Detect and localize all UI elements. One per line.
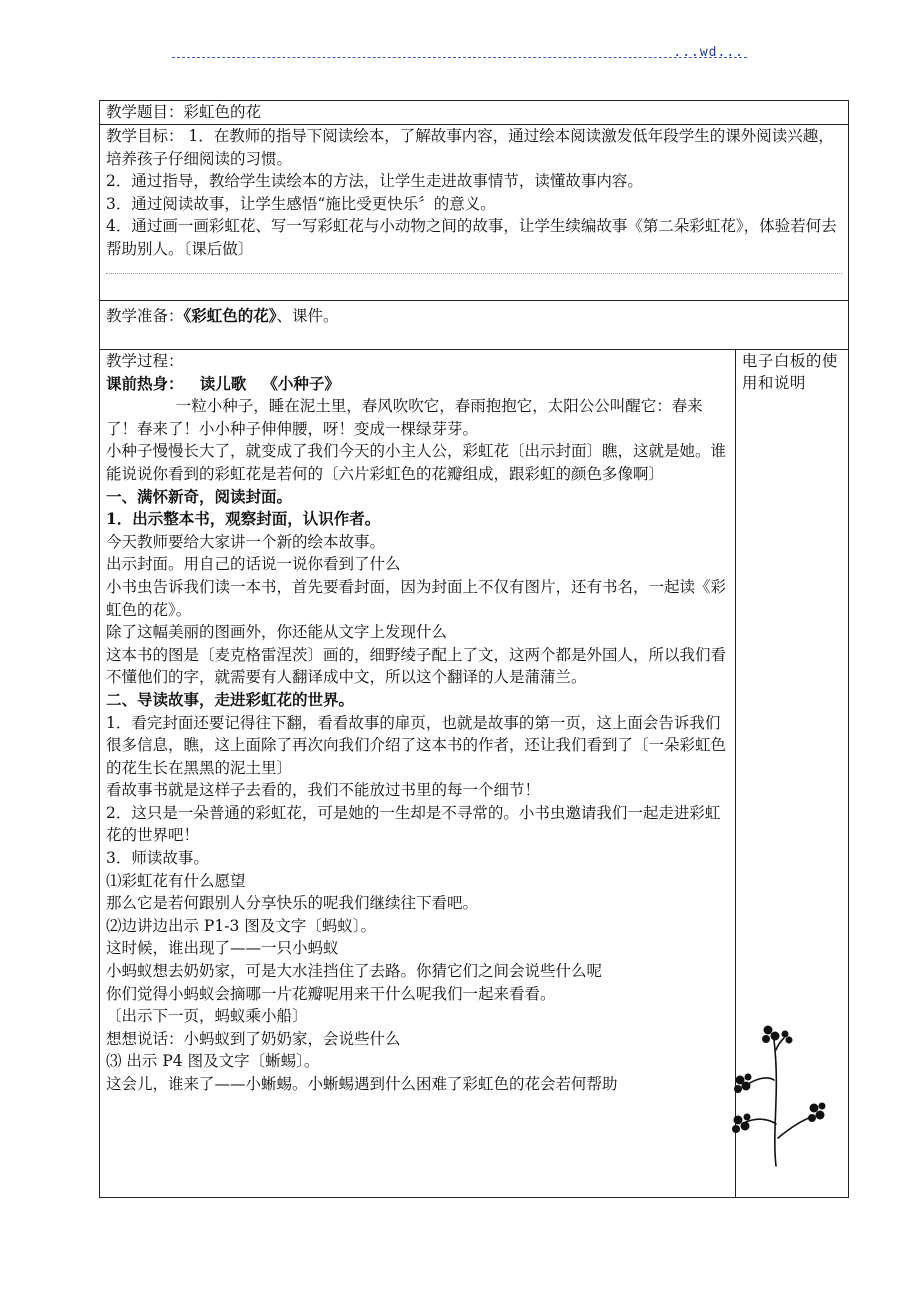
- goals-cell: [100, 125, 849, 301]
- process-line: 这时候，谁出现了——一只小蚂蚁: [106, 939, 339, 958]
- title-row: [100, 101, 849, 125]
- process-line: 想想说话：小蚂蚁到了奶奶家，会说些什么: [106, 1029, 401, 1048]
- warmup-heading: 课前热身： 读儿歌 《小种子》: [106, 373, 340, 393]
- prep-cell: [100, 301, 849, 350]
- process-label: 教学过程：: [106, 352, 184, 370]
- process-line: 除了这幅美丽的图画外，你还能从文字上发现什么: [106, 623, 448, 642]
- goal-item: 2．通过指导，教给学生读绘本的方法，让学生走进故事情节，读懂故事内容。: [106, 172, 643, 191]
- process-line: 你们觉得小蚂蚁会摘哪一片花瓣呢用来干什么呢我们一起来看看。: [106, 984, 556, 1003]
- process-line: 小蚂蚁想去奶奶家，可是大水洼挡住了去路。你猜它们之间会说些什么呢: [106, 962, 603, 981]
- goal-item: 教学目标： 1．在教师的指导下阅读绘本，了解故事内容，通过绘本阅读激发低年段学生的课外阅读兴趣，培养孩子仔细阅读的习惯。: [106, 127, 834, 168]
- process-line: 2．这只是一朵普通的彩虹花，可是她的一生却是不寻常的。小书虫邀请我们一起走进彩虹花的世界吧！: [106, 803, 721, 845]
- process-line: 今天教师要给大家讲一个新的绘本故事。: [106, 532, 386, 551]
- process-line: 〔出示下一页，蚂蚁乘小船〕: [106, 1007, 308, 1026]
- process-line: ⑶ 出示 P4 图及文字〔蜥蜴〕。: [106, 1052, 320, 1071]
- goal-item: 4．通过画一画彩虹花、写一写彩虹花与小动物之间的故事，让学生续编故事《第二朵彩虹花》，体验若何去帮助别人。〔课后做〕: [106, 217, 837, 258]
- prep-row: [100, 301, 849, 350]
- section-heading: 二、导读故事，走进彩虹花的世界。: [106, 689, 355, 709]
- prep-text: [106, 305, 842, 328]
- process-line: 这会儿，谁来了——小蜥蜴。小蜥蜴遇到什么困难了彩虹色的花会若何帮助: [106, 1075, 618, 1093]
- dotted-separator: [106, 273, 842, 274]
- process-line: 出示封面。用自己的话说一说你看到了什么: [106, 555, 401, 574]
- prep-label: 教学准备：: [106, 307, 184, 325]
- process-line: 1．看完封面还要记得往下翻，看看故事的扉页，也就是故事的第一页，这上面会告诉我们很多信息，瞧，这上面除了再次向我们介绍了这本书的作者，还让我们看到了〔一朵彩虹色的花生长在黑黑的泥土里〕: [106, 713, 727, 777]
- prep-book-title: 《彩虹色的花》: [183, 306, 277, 325]
- process-cell: [100, 350, 736, 1198]
- title-cell: [100, 101, 849, 125]
- process-line: ⑴彩虹花有什么愿望: [106, 871, 246, 890]
- whiteboard-note: 电子白板的使用和说明: [741, 352, 838, 392]
- process-line: ⑵边讲边出示 P1-3 图及文字〔蚂蚁〕。: [106, 916, 376, 935]
- process-line: 3．师读故事。: [106, 849, 209, 868]
- header-mark: ...wd...: [673, 45, 744, 60]
- process-line: 那么它是若何跟别人分享快乐的呢我们继续往下看吧。: [106, 894, 479, 913]
- process-line: 看故事书就是这样子去看的，我们不能放过书里的每一个细节！: [106, 781, 541, 800]
- header-divider: [172, 57, 747, 58]
- goal-item: 3．通过阅读故事，让学生感悟“施比受更快乐〞的意义。: [106, 194, 496, 213]
- lesson-title: 教学题目：彩虹色的花: [106, 103, 262, 121]
- prep-rest: 、课件。: [276, 307, 339, 325]
- poem-text: 一粒小种子，睡在泥土里，春风吹吹它，春雨抱抱它，太阳公公叫醒它：春来了！春来了！小小种子伸伸腰，呀！变成一棵绿芽芽。: [106, 397, 703, 438]
- process-line: 小种子慢慢长大了，就变成了我们今天的小主人公，彩虹花〔出示封面〕瞧，这就是她。谁能说说你看到的彩虹花是若何的〔六片彩虹色的花瓣组成，跟彩虹的颜色多像啊〕: [106, 442, 727, 483]
- section-heading: 1．出示整本书，观察封面，认识作者。: [106, 509, 381, 529]
- process-line: 这本书的图是〔麦克格雷涅茨〕画的，细野绫子配上了文，这两个都是外国人，所以我们看不懂他们的字，就需要有人翻译成中文，所以这个翻译的人是蒲蒲兰。: [106, 645, 727, 687]
- section-heading: 一、满怀新奇，阅读封面。: [106, 486, 293, 506]
- clover-plant-icon: [728, 1020, 828, 1170]
- process-line: 小书虫告诉我们读一本书，首先要看封面，因为封面上不仅有图片，还有书名，一起读《彩虹色的花》。: [106, 577, 727, 619]
- goals-row: [100, 125, 849, 301]
- process-lines: [106, 440, 729, 1095]
